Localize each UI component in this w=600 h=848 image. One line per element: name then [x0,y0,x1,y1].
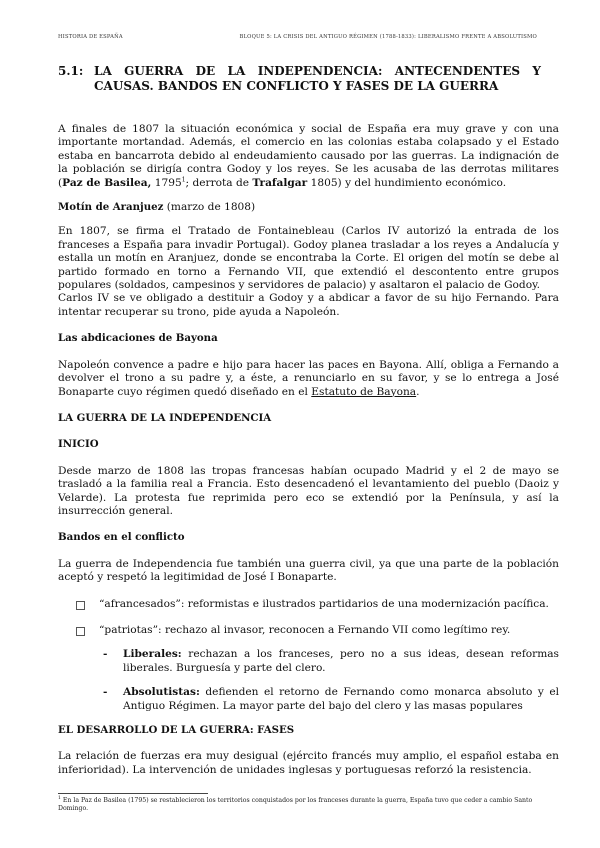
header-block-title: BLOQUE 5: LA CRISIS DEL ANTIGUO RÉGIMEN (1788-1833): LIBERALISMO FRENTE A ABSOLUTISMO [239,34,537,40]
intro-bold-basilea: Paz de Basilea, [62,176,152,189]
motin-paragraph-1: En 1807, se firma el Tratado de Fontainebleau (Carlos IV autorizó la entrada de los franceses a España para invadir Portugal). Godoy planea trasladar a los reyes a Andalucía y estalla un motín en Aranjuez, donde se encontraba la Corte. El origen del motín se debe al partido formado en torno a Fernando VII, que extendió el descontento entre grupos populares (soldados, campesinos y servidores de palacio) y asaltaron el palacio de Godoy. [58,225,559,292]
footnote-divider [58,793,208,794]
title-number: 5.1: [58,64,84,78]
list-item-absolutistas [58,686,559,713]
motin-heading-date: (marzo de 1808) [163,201,256,214]
intro-mid: 1795 [151,176,182,189]
liberales-text: rechazan a los franceses, pero no a sus ideas, desean reformas liberales. Burguesía y parte del clero. [123,648,559,674]
absolutistas-item [123,686,559,713]
inicio-paragraph: Desde marzo de 1808 las tropas francesas habían ocupado Madrid y el 2 de mayo se trasladó a la familia real a Francia. Esto desencadenó el levantamiento del pueblo (Daoiz y Velarde). La protesta fue reprimida pero eco se extendió por la Península, y así la insurrección general. [58,464,559,517]
list-item-afrancesados [58,598,559,611]
bayona-paragraph [58,359,559,399]
list-item-patriotas [58,624,559,637]
bayona-text: Napoleón convence a padre e hijo para hacer las paces en Bayona. Allí, obliga a Fernando a devolver el trono a su padre y, a éste, a renunciarlo en su favor, y se lo entrega a José Bonaparte cuyo régimen quedó diseñado en el [58,358,559,398]
section-heading-bandos: Bandos en el conflicto [58,531,185,544]
footnote-text: En la Paz de Basilea (1795) se restablecieron los territorios conquistados por los franceses durante la guerra, España tuvo que ceder a cambio Santo Domingo. [58,797,533,813]
bayona-end: . [416,385,420,398]
title-text: LA GUERRA DE LA INDEPENDENCIA: ANTECENDENTES Y CAUSAS. BANDOS EN CONFLICTO Y FASES DE LA GUERRA [94,64,541,93]
intro-text: A finales de 1807 la situación económica y social de España era muy grave y con una importante mortandad. Además, el comercio en las colonias estaba colapsado y el Estado estaba en bancarrota debido al endeudamiento causado por las guerras. La indignación de la población se dirigía contra Godoy y los reyes. Se les acusaba de las derrotas militares ( [58,123,559,189]
intro-mid2: ; derrota de [185,176,253,189]
liberales-label: Liberales: [123,648,182,661]
motin-paragraph-2: Carlos IV se ve obligado a destituir a Godoy y a abdicar a favor de su hijo Fernando. Para intentar recuperar su trono, pide ayuda a Napoleón. [58,292,559,318]
bullet-text: “patriotas”: rechazo al invasor, reconocen a Fernando VII como legítimo rey. [99,623,511,636]
list-item-liberales [58,648,559,675]
section-heading-motin [58,201,559,214]
header-subject: HISTORIA DE ESPAÑA [58,34,123,40]
section-heading-inicio: INICIO [58,438,99,451]
desarrollo-paragraph: La relación de fuerzas era muy desigual (ejército francés muy amplio, el español estaba en inferioridad). La intervención de unidades inglesas y portuguesas reforzó la resistencia. [58,750,559,776]
absolutistas-label: Absolutistas: [123,686,200,699]
square-bullet-icon [76,627,85,636]
intro-paragraph [58,123,559,190]
bandos-paragraph: La guerra de Independencia fue también una guerra civil, ya que una parte de la población aceptó y respetó la legitimidad de José I Bonaparte. [58,557,559,584]
square-bullet-icon [76,601,85,610]
footnote-reference[interactable]: 1 [181,176,186,184]
absolutistas-text: defienden el retorno de Fernando como monarca absoluto y el Antiguo Régimen. La mayor parte del bajo del clero y las masas populares [123,686,559,712]
dash-bullet: - [103,686,108,699]
intro-bold-trafalgar: Trafalgar [252,176,308,189]
motin-heading: Motín de Aranjuez [58,201,164,214]
dash-bullet: - [103,648,108,661]
estatuto-bayona-link[interactable]: Estatuto de Bayona [311,385,417,398]
bullet-text: “afrancesados”: reformistas e ilustrados partidarios de una modernización pacífica. [99,597,549,610]
footnote [58,797,560,814]
intro-end: 1805) y del hundimiento económico. [307,176,507,189]
section-heading-bayona: Las abdicaciones de Bayona [58,332,218,345]
liberales-item [123,648,559,675]
section-heading-desarrollo: EL DESARROLLO DE LA GUERRA: FASES [58,724,295,736]
footnote-number: 1 [58,795,61,801]
page-title [58,64,541,93]
section-heading-guerra: LA GUERRA DE LA INDEPENDENCIA [58,411,272,424]
running-header [58,34,537,40]
